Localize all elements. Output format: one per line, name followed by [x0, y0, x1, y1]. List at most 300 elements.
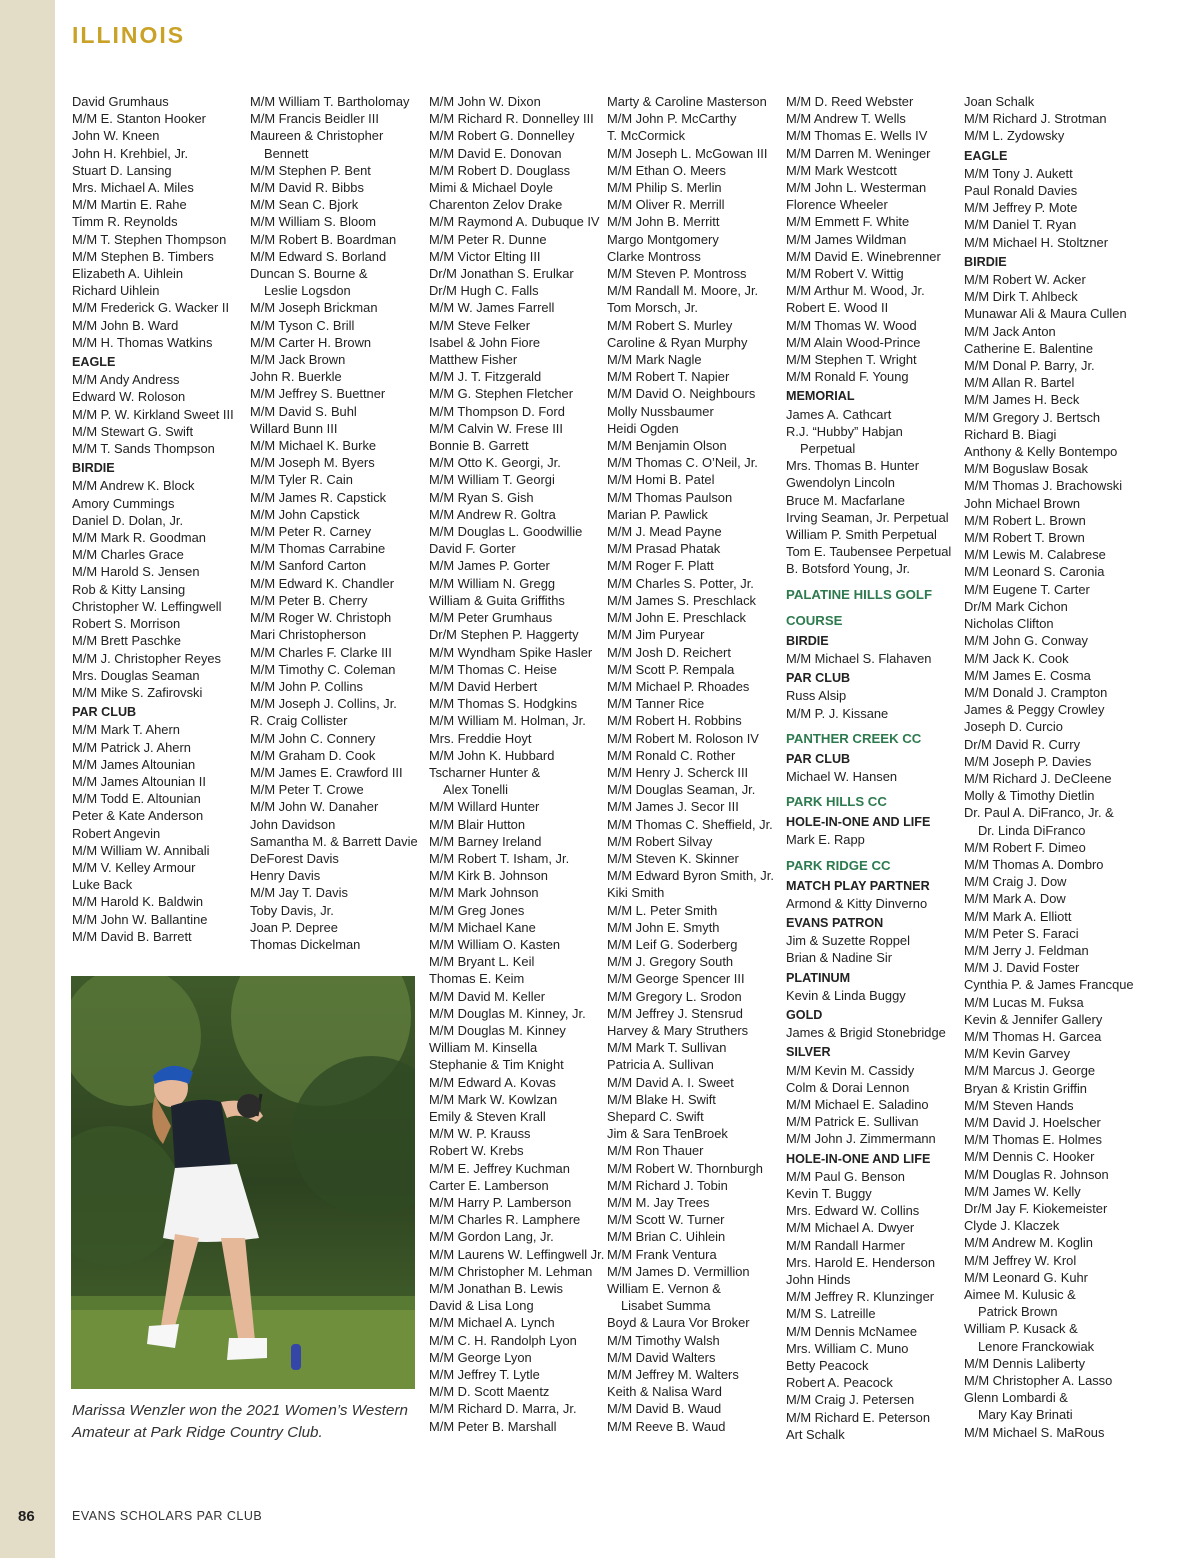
- donor-name: Keith & Nalisa Ward: [607, 1384, 722, 1400]
- donor-name: Stephanie & Tim Knight: [429, 1057, 564, 1073]
- donor-name: David F. Gorter: [429, 541, 516, 557]
- donor-name: M/M T. Stephen Thompson: [72, 231, 227, 247]
- donor-name: M/M David E. Donovan: [429, 145, 562, 161]
- donor-name: Molly Nussbaumer: [607, 403, 714, 419]
- donor-name: M/M Roger F. Platt: [607, 558, 714, 574]
- donor-name: Art Schalk: [786, 1426, 845, 1442]
- donor-name: M/M Roger W. Christoph: [250, 610, 392, 626]
- donor-name: M/M Lewis M. Calabrese: [964, 547, 1106, 563]
- giving-level-heading: PAR CLUB: [786, 671, 851, 686]
- donor-name: M/M Kevin M. Cassidy: [786, 1062, 915, 1078]
- donor-name: M/M William M. Holman, Jr.: [429, 713, 586, 729]
- donor-name: M/M Scott P. Rempala: [607, 661, 735, 677]
- donor-name: Cynthia P. & James Francque: [964, 977, 1134, 993]
- donor-name: Emily & Steven Krall: [429, 1108, 546, 1124]
- donor-name: M/M David B. Waud: [607, 1401, 722, 1417]
- donor-name: M/M David R. Bibbs: [250, 180, 364, 196]
- donor-name: M/M Daniel T. Ryan: [964, 217, 1077, 233]
- donor-name: M/M Andrew K. Block: [72, 478, 195, 494]
- donor-name: James & Brigid Stonebridge: [786, 1025, 946, 1041]
- donor-name: M/M Steven K. Skinner: [607, 850, 739, 866]
- giving-level-heading: BIRDIE: [964, 254, 1007, 269]
- donor-name: M/M C. H. Randolph Lyon: [429, 1332, 577, 1348]
- donor-name: Charenton Zelov Drake: [429, 197, 563, 213]
- donor-name: James & Peggy Crowley: [964, 702, 1105, 718]
- donor-name: Florence Wheeler: [786, 197, 888, 213]
- donor-name: M/M Peter R. Carney: [250, 524, 372, 540]
- donor-name: M/M J. Mead Payne: [607, 524, 722, 540]
- giving-level-heading: EAGLE: [964, 148, 1008, 163]
- donor-name: M/M David E. Winebrenner: [786, 248, 941, 264]
- donor-name: Bruce M. Macfarlane: [786, 492, 905, 508]
- donor-name: M/M Gregory L. Srodon: [607, 988, 742, 1004]
- donor-name: M/M Charles S. Potter, Jr.: [607, 575, 754, 591]
- donor-name: Mrs. Thomas B. Hunter: [786, 458, 920, 474]
- donor-name: Robert Angevin: [72, 825, 161, 841]
- donor-name: Christopher W. Leffingwell: [72, 598, 222, 614]
- donor-name: M/M James J. Secor III: [607, 799, 739, 815]
- donor-name: David Grumhaus: [72, 94, 169, 109]
- donor-name: Edward W. Roloson: [72, 389, 186, 405]
- donor-name: M/M Barney Ireland: [429, 833, 542, 849]
- donor-name: M/M Jim Puryear: [607, 627, 705, 643]
- donor-name: M/M Thomas J. Brachowski: [964, 478, 1123, 494]
- donor-name: Maureen & Christopher: [250, 128, 384, 144]
- donor-name: M/M Scott W. Turner: [607, 1212, 725, 1228]
- donor-name: M/M Mark W. Kowlzan: [429, 1091, 558, 1107]
- section-title: ILLINOIS: [72, 22, 186, 48]
- donor-name: Bonnie B. Garrett: [429, 438, 529, 454]
- donor-name: Marian P. Pawlick: [607, 506, 708, 522]
- donor-name: M/M James P. Gorter: [429, 558, 550, 574]
- donor-name: M/M Richard D. Marra, Jr.: [429, 1401, 577, 1417]
- giving-level-heading: MATCH PLAY PARTNER: [786, 878, 930, 893]
- donor-name: Michael W. Hansen: [786, 768, 898, 784]
- donor-name: M/M Gordon Lang, Jr.: [429, 1229, 554, 1245]
- donor-name: Robert S. Morrison: [72, 616, 181, 632]
- donor-name: M/M Thomas C. O’Neil, Jr.: [607, 455, 758, 471]
- donor-name: M/M Thomas E. Wells IV: [786, 128, 928, 144]
- donor-name: Matthew Fisher: [429, 352, 518, 368]
- donor-name: M/M Ron Thauer: [607, 1143, 704, 1159]
- donor-name: M/M S. Latreille: [786, 1306, 876, 1322]
- donor-name: M/M Michael S. Flahaven: [786, 650, 932, 666]
- donor-name: M/M Peter B. Marshall: [429, 1418, 557, 1434]
- giving-level-heading: BIRDIE: [786, 633, 829, 648]
- donor-name: M/M Jay T. Davis: [250, 885, 348, 901]
- donor-name: M/M Richard J. Tobin: [607, 1177, 728, 1193]
- donor-name-continuation: Lisabet Summa: [621, 1298, 711, 1314]
- donor-name: M/M Robert H. Robbins: [607, 713, 742, 729]
- donor-name: M/M Steven Hands: [964, 1097, 1074, 1113]
- club-section-heading: COURSE: [786, 612, 843, 628]
- donor-name: Harvey & Mary Struthers: [607, 1022, 749, 1038]
- donor-name: Tom Morsch, Jr.: [607, 300, 698, 316]
- donor-name: Brian & Nadine Sir: [786, 950, 893, 966]
- donor-name: Richard B. Biagi: [964, 426, 1057, 442]
- donor-name: R. Craig Collister: [250, 713, 348, 729]
- donor-name: Mrs. William C. Muno: [786, 1340, 909, 1356]
- donor-name: M/M Mike S. Zafirovski: [72, 684, 203, 700]
- donor-name: B. Botsford Young, Jr.: [786, 561, 910, 577]
- donor-name: M/M Sanford Carton: [250, 558, 367, 574]
- donor-name: Munawar Ali & Maura Cullen: [964, 306, 1127, 322]
- donor-name: Dr/M David R. Curry: [964, 736, 1081, 752]
- donor-name: Tom E. Taubensee Perpetual: [786, 544, 952, 560]
- donor-name: Dr/M Jonathan S. Erulkar: [429, 266, 574, 282]
- donor-name: M/M P. J. Kissane: [786, 705, 889, 721]
- donor-name: M/M James D. Vermillion: [607, 1263, 750, 1279]
- donor-name: M/M Andrew T. Wells: [786, 111, 906, 127]
- donor-name: William P. Kusack &: [964, 1321, 1078, 1337]
- donor-name: M/M John E. Smyth: [607, 919, 720, 935]
- donor-name: M/M Brett Paschke: [72, 633, 181, 649]
- donor-name: M/M Andy Andress: [72, 372, 180, 388]
- giving-level-heading: PAR CLUB: [72, 705, 137, 720]
- donor-name: M/M Marcus J. George: [964, 1063, 1096, 1079]
- donor-name: Robert W. Krebs: [429, 1143, 524, 1159]
- donor-name: M/M Randall Harmer: [786, 1237, 905, 1253]
- donor-name: John Michael Brown: [964, 495, 1081, 511]
- donor-name: M/M Jeffrey R. Klunzinger: [786, 1289, 935, 1305]
- donor-name: M/M Edward S. Borland: [250, 248, 387, 264]
- donor-name: M/M Dirk T. Ahlbeck: [964, 289, 1078, 305]
- donor-name: Dr/M Stephen P. Haggerty: [429, 627, 579, 643]
- donor-name: M/M Alain Wood-Prince: [786, 334, 921, 350]
- donor-name: M/M Sean C. Bjork: [250, 197, 359, 213]
- donor-name: M/M David S. Buhl: [250, 403, 357, 419]
- donor-name: M/M Leonard S. Caronia: [964, 564, 1105, 580]
- donor-name-continuation: Bennett: [264, 145, 309, 161]
- donor-name: M/M William S. Bloom: [250, 214, 377, 230]
- donor-name: M/M Joseph P. Davies: [964, 753, 1092, 769]
- donor-name: Boyd & Laura Vor Broker: [607, 1315, 750, 1331]
- donor-name: Thomas E. Keim: [429, 971, 525, 987]
- donor-name: M/M Steve Felker: [429, 317, 530, 333]
- club-section-heading: PARK RIDGE CC: [786, 857, 891, 873]
- donor-name: M/M Jack Brown: [250, 352, 346, 368]
- donor-name: M/M Thomas H. Garcea: [964, 1028, 1102, 1044]
- donor-name: M/M Thomas W. Wood: [786, 317, 917, 333]
- donor-name: Clyde J. Klaczek: [964, 1218, 1060, 1234]
- donor-name: M/M Leonard G. Kuhr: [964, 1269, 1088, 1285]
- donor-name: M/M Martin E. Rahe: [72, 197, 187, 213]
- donor-name: Marty & Caroline Masterson: [607, 94, 767, 109]
- donor-name: M/M Peter S. Faraci: [964, 925, 1079, 941]
- donor-name: Carter E. Lamberson: [429, 1177, 549, 1193]
- donor-name: Anthony & Kelly Bontempo: [964, 444, 1118, 460]
- donor-name-continuation: Alex Tonelli: [443, 782, 508, 798]
- donor-name: M/M Oliver R. Merrill: [607, 197, 725, 213]
- giving-level-heading: HOLE-IN-ONE AND LIFE: [786, 1151, 931, 1166]
- donor-name: William E. Vernon &: [607, 1281, 721, 1297]
- donor-name: Gwendolyn Lincoln: [786, 475, 895, 491]
- donor-name: Heidi Ogden: [607, 420, 679, 436]
- donor-name: Colm & Dorai Lennon: [786, 1079, 910, 1095]
- donor-name: M/M John Capstick: [250, 506, 360, 522]
- donor-name: M/M Mark A. Dow: [964, 891, 1066, 907]
- page-sidebar-band: [0, 0, 55, 1558]
- donor-name: M/M David Walters: [607, 1349, 716, 1365]
- donor-name: M/M Robert T. Brown: [964, 530, 1085, 546]
- donor-name-continuation: Dr. Linda DiFranco: [978, 822, 1086, 838]
- donor-name: M/M J. T. Fitzgerald: [429, 369, 542, 385]
- donor-name: Clarke Montross: [607, 248, 701, 264]
- donor-name: M/M Frederick G. Wacker II: [72, 300, 230, 316]
- donor-name: M/M Edward Byron Smith, Jr.: [607, 868, 774, 884]
- donor-name: John Hinds: [786, 1271, 851, 1287]
- donor-name: M/M D. Reed Webster: [786, 94, 914, 109]
- donor-name: M/M Jeffrey P. Mote: [964, 200, 1078, 216]
- donor-name: M/M Douglas L. Goodwillie: [429, 524, 583, 540]
- donor-name: M/M Michael K. Burke: [250, 438, 377, 454]
- donor-name: M/M Dennis Laliberty: [964, 1355, 1086, 1371]
- giving-level-heading: GOLD: [786, 1007, 823, 1022]
- donor-name: Henry Davis: [250, 868, 321, 884]
- donor-name: Joseph D. Curcio: [964, 719, 1063, 735]
- photo-caption: Marissa Wenzler won the 2021 Women’s Western Amateur at Park Ridge Country Club.: [72, 1402, 408, 1441]
- donor-name: M/M Stephen T. Wright: [786, 352, 917, 368]
- donor-name: M/M L. Zydowsky: [964, 128, 1065, 144]
- donor-name: M/M Raymond A. Dubuque IV: [429, 214, 600, 230]
- donor-name: Molly & Timothy Dietlin: [964, 788, 1095, 804]
- donor-name: M/M John W. Danaher: [250, 799, 379, 815]
- donor-name: M/M Robert G. Donnelley: [429, 128, 575, 144]
- donor-name: M/M Leif G. Soderberg: [607, 936, 738, 952]
- donor-name: Armond & Kitty Dinverno: [786, 895, 928, 911]
- donor-name: John R. Buerkle: [250, 369, 342, 385]
- donor-name: M/M Michael Kane: [429, 919, 536, 935]
- donor-name: M/M Michael P. Rhoades: [607, 678, 750, 694]
- donor-name: Mrs. Michael A. Miles: [72, 180, 194, 196]
- donor-name: M/M Dennis C. Hooker: [964, 1149, 1095, 1165]
- giving-level-heading: BIRDIE: [72, 461, 115, 476]
- donor-name: Kevin T. Buggy: [786, 1185, 872, 1201]
- donor-name: M/M Jeffrey S. Buettner: [250, 386, 386, 402]
- donor-name: M/M Charles R. Lamphere: [429, 1212, 581, 1228]
- donor-name: M/M E. Jeffrey Kuchman: [429, 1160, 570, 1176]
- donor-name: M/M Bryant L. Keil: [429, 954, 535, 970]
- donor-name: M/M Blake H. Swift: [607, 1091, 716, 1107]
- donor-name: Tscharner Hunter &: [429, 764, 541, 780]
- donor-name: Paul Ronald Davies: [964, 183, 1078, 199]
- donor-name: Kiki Smith: [607, 885, 665, 901]
- donor-name: M/M Willard Hunter: [429, 799, 540, 815]
- donor-name: Peter & Kate Anderson: [72, 808, 204, 824]
- donor-column-4: [607, 93, 787, 1435]
- donor-name: M/M William T. Georgi: [429, 472, 555, 488]
- donor-name: M/M William N. Gregg: [429, 575, 556, 591]
- donor-name: M/M Joseph M. Byers: [250, 455, 375, 471]
- club-section-heading: PARK HILLS CC: [786, 794, 887, 810]
- donor-name: M/M Mark A. Elliott: [964, 908, 1072, 924]
- donor-name: M/M Prasad Phatak: [607, 541, 721, 557]
- donor-name: M/M H. Thomas Watkins: [72, 334, 213, 350]
- donor-name: M/M Ronald C. Rother: [607, 747, 736, 763]
- donor-name: M/M Craig J. Petersen: [786, 1392, 915, 1408]
- donor-name: M/M James Altounian II: [72, 773, 206, 789]
- donor-name: Rob & Kitty Lansing: [72, 581, 186, 597]
- donor-name: Russ Alsip: [786, 688, 847, 704]
- donor-name: M/M Andrew M. Koglin: [964, 1235, 1093, 1251]
- donor-name: M/M Christopher M. Lehman: [429, 1263, 593, 1279]
- donor-name: M/M Robert Silvay: [607, 833, 713, 849]
- giving-level-heading: PLATINUM: [786, 970, 851, 985]
- donor-name: M/M Andrew R. Goltra: [429, 506, 556, 522]
- donor-name: M/M Harry P. Lamberson: [429, 1195, 572, 1210]
- donor-name-continuation: Perpetual: [800, 441, 856, 457]
- donor-name: M/M Otto K. Georgi, Jr.: [429, 455, 561, 471]
- donor-name: M/M Robert W. Thornburgh: [607, 1160, 763, 1176]
- donor-name: M/M James H. Beck: [964, 392, 1080, 408]
- donor-name: M/M Kirk B. Johnson: [429, 868, 548, 884]
- donor-name: M/M Jack K. Cook: [964, 650, 1069, 666]
- donor-name: M/M Christopher A. Lasso: [964, 1373, 1113, 1389]
- donor-name: M/M Graham D. Cook: [250, 747, 376, 763]
- donor-name: M/M John K. Hubbard: [429, 747, 555, 763]
- donor-name: R.J. “Hubby” Habjan: [786, 423, 903, 439]
- donor-name: M/M Joseph Brickman: [250, 300, 378, 316]
- donor-name: M/M J. Christopher Reyes: [72, 650, 221, 666]
- donor-name: M/M T. Sands Thompson: [72, 441, 215, 457]
- donor-name: Shepard C. Swift: [607, 1108, 704, 1124]
- donor-name: M/M Robert T. Isham, Jr.: [429, 850, 570, 866]
- donor-name: M/M William W. Annibali: [72, 842, 210, 858]
- donor-name: Nicholas Clifton: [964, 616, 1054, 632]
- donor-name: M/M Calvin W. Frese III: [429, 420, 563, 436]
- donor-name: M/M Michael A. Lynch: [429, 1315, 555, 1331]
- donor-name: Amory Cummings: [72, 495, 175, 511]
- donor-name: M/M Arthur M. Wood, Jr.: [786, 283, 925, 299]
- donor-name: M/M Jerry J. Feldman: [964, 942, 1089, 958]
- donor-name: Mrs. Edward W. Collins: [786, 1203, 920, 1219]
- donor-name: M/M John P. Collins: [250, 678, 363, 694]
- donor-name: M/M Richard J. DeCleene: [964, 770, 1112, 786]
- donor-name: M/M James Wildman: [786, 231, 907, 247]
- donor-name: M/M Frank Ventura: [607, 1246, 717, 1262]
- donor-name: Toby Davis, Jr.: [250, 902, 334, 918]
- donor-name: M/M Edward A. Kovas: [429, 1074, 556, 1090]
- donor-name: M/M David J. Hoelscher: [964, 1114, 1101, 1130]
- donor-name: M/M John G. Conway: [964, 633, 1088, 649]
- donor-name: M/M Robert B. Boardman: [250, 231, 397, 247]
- donor-name: M/M Francis Beidler III: [250, 111, 379, 127]
- donor-name: M/M D. Scott Maentz: [429, 1384, 550, 1400]
- donor-name: M/M Henry J. Scherck III: [607, 764, 749, 780]
- donor-name: M/M Douglas M. Kinney: [429, 1022, 566, 1038]
- donor-name: M/M Blair Hutton: [429, 816, 525, 832]
- donor-name: M/M Tanner Rice: [607, 696, 705, 712]
- donor-name: Betty Peacock: [786, 1358, 869, 1373]
- donor-name: Joan P. Depree: [250, 919, 338, 935]
- donor-name: M/M Stephen P. Bent: [250, 162, 371, 178]
- donor-name: Mimi & Michael Doyle: [429, 180, 553, 196]
- donor-name: M/M William T. Bartholomay: [250, 94, 410, 109]
- donor-name: M/M Edward K. Chandler: [250, 575, 394, 591]
- donor-name: M/M Peter Grumhaus: [429, 610, 553, 626]
- giving-level-heading: HOLE-IN-ONE AND LIFE: [786, 815, 931, 830]
- donor-name: William M. Kinsella: [429, 1040, 538, 1056]
- donor-name: Margo Montgomery: [607, 231, 719, 247]
- donor-name: M/M Robert V. Wittig: [786, 266, 904, 282]
- donor-name: M/M Stewart G. Swift: [72, 423, 194, 439]
- donor-name: M/M Thomas C. Heise: [429, 661, 557, 677]
- donor-name: M/M Mark Westcott: [786, 162, 897, 178]
- donor-name: M/M E. Stanton Hooker: [72, 111, 206, 127]
- donor-name: M/M Thomas Carrabine: [250, 541, 386, 557]
- donor-name: M/M Tyson C. Brill: [250, 317, 355, 333]
- donor-name: M/M Peter T. Crowe: [250, 782, 364, 798]
- donor-name: M/M John W. Ballantine: [72, 911, 208, 927]
- donor-name: M/M W. James Farrell: [429, 300, 555, 316]
- giving-level-heading: PAR CLUB: [786, 751, 851, 766]
- donor-name: Mrs. Douglas Seaman: [72, 667, 200, 683]
- donor-name: M/M Ryan S. Gish: [429, 489, 534, 505]
- donor-name: M/M Mark Nagle: [607, 352, 702, 368]
- club-section-heading: PANTHER CREEK CC: [786, 730, 922, 746]
- donor-name: M/M Lucas M. Fuksa: [964, 994, 1084, 1010]
- donor-name-continuation: Mary Kay Brinati: [978, 1407, 1073, 1423]
- donor-name: M/M John L. Westerman: [786, 180, 927, 196]
- donor-name: M/M John B. Ward: [72, 317, 179, 333]
- donor-name: Robert A. Peacock: [786, 1375, 893, 1391]
- donor-name: Dr/M Jay F. Kiokemeister: [964, 1201, 1108, 1216]
- donor-name: M/M Laurens W. Leffingwell Jr.: [429, 1246, 605, 1262]
- donor-name: M/M Douglas R. Johnson: [964, 1166, 1109, 1182]
- donor-name: M/M Donald J. Crampton: [964, 684, 1108, 700]
- donor-name: David & Lisa Long: [429, 1298, 534, 1314]
- donor-name: M/M Jeffrey T. Lytle: [429, 1367, 540, 1383]
- donor-name: M/M Timothy C. Coleman: [250, 661, 396, 677]
- donor-name: M/M Jeffrey W. Krol: [964, 1252, 1077, 1268]
- donor-name: Caroline & Ryan Murphy: [607, 334, 748, 350]
- donor-name: Timm R. Reynolds: [72, 214, 178, 230]
- donor-name: M/M Richard J. Strotman: [964, 111, 1107, 127]
- donor-name: M/M Jonathan B. Lewis: [429, 1281, 563, 1297]
- donor-name: M/M David O. Neighbours: [607, 386, 756, 402]
- donor-name: M/M Dennis McNamee: [786, 1323, 918, 1339]
- donor-name: M/M Robert T. Napier: [607, 369, 730, 385]
- donor-name: M/M David M. Keller: [429, 988, 546, 1004]
- donor-name: Daniel D. Dolan, Jr.: [72, 512, 184, 528]
- donor-name: Thomas Dickelman: [250, 936, 361, 952]
- donor-name: M/M John C. Connery: [250, 730, 376, 746]
- donor-name: M/M Robert S. Murley: [607, 317, 733, 333]
- donor-name: M/M Benjamin Olson: [607, 438, 727, 454]
- donor-name: M/M John E. Preschlack: [607, 610, 746, 626]
- donor-name: M/M Jack Anton: [964, 323, 1056, 339]
- donor-name: Mark E. Rapp: [786, 832, 865, 848]
- donor-name: Glenn Lombardi &: [964, 1390, 1068, 1406]
- donor-name: M/M John B. Merritt: [607, 214, 720, 230]
- donor-name: M/M James E. Crawford III: [250, 764, 403, 780]
- donor-name: M/M Thomas A. Dombro: [964, 856, 1104, 872]
- donor-name: M/M Jeffrey J. Stensrud: [607, 1005, 743, 1021]
- donor-name: M/M James S. Preschlack: [607, 592, 756, 608]
- giving-level-heading: EVANS PATRON: [786, 915, 884, 930]
- donor-name: M/M P. W. Kirkland Sweet III: [72, 406, 234, 422]
- donor-name: M/M Joseph J. Collins, Jr.: [250, 696, 397, 712]
- donor-name: M/M James Altounian: [72, 756, 196, 772]
- donor-name: M/M Todd E. Altounian: [72, 791, 201, 807]
- donor-name: M/M Douglas M. Kinney, Jr.: [429, 1005, 586, 1021]
- donor-name: M/M James R. Capstick: [250, 489, 387, 505]
- donor-name: Jim & Sara TenBroek: [607, 1126, 728, 1142]
- donor-name: William P. Smith Perpetual: [786, 527, 937, 543]
- donor-name: M/M Ethan O. Meers: [607, 162, 726, 178]
- donor-name-continuation: Lenore Franckowiak: [978, 1338, 1095, 1354]
- donor-name: Willard Bunn III: [250, 420, 338, 436]
